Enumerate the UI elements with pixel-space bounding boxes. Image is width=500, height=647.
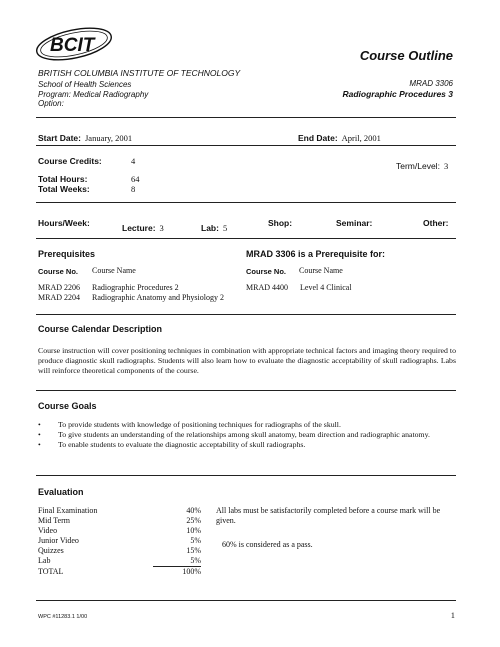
other-label: Other: [423,218,449,228]
credits-value: 4 [131,156,136,166]
footer-reference: WPC #11283.1 1/00 [38,614,88,620]
start-date [38,128,132,146]
prereq-list [38,283,224,303]
prereq-for-col-no: Course No. [246,267,287,276]
prereq-for-course-name: Level 4 Clinical [300,283,352,292]
total-weeks-label: Total Weeks: [38,184,90,194]
bullet-icon: • [38,430,41,439]
table-row [38,526,201,536]
table-row [38,506,201,516]
start-date-label: Start Date: [38,133,81,143]
credits-label: Course Credits: [38,156,102,166]
eval-pct: 25% [186,516,201,525]
end-date [298,128,381,146]
divider [36,475,456,476]
prereq-course-name: Radiographic Anatomy and Physiology 2 [92,293,224,302]
goals-heading: Course Goals [38,401,97,411]
eval-note: All labs must be satisfactorily completed before a course mark will be given. [216,506,441,525]
option-label: Option: [38,99,64,108]
end-date-value: April, 2001 [341,133,381,143]
eval-pct: 10% [186,526,201,535]
divider [36,314,456,315]
start-date-value: January, 2001 [84,133,133,143]
prereq-col-no: Course No. [38,267,79,276]
bcit-logo [34,24,118,64]
list-item [246,283,352,293]
total-hours-label: Total Hours: [38,174,88,184]
calendar-description: Course instruction will cover positioning techniques in combination with appropriate technical factors and imaging theory required to produce diagnostic skull radiographs. Students will also learn how to evaluate the diagnostic acceptability of skull radiographs. Labs will reinforce theoretical components of the course. [38,346,456,375]
divider [36,145,456,146]
list-item [38,440,458,450]
eval-total-pct: 100% [182,567,201,576]
eval-item: Video [38,526,58,535]
prereq-course-no: MRAD 2204 [38,293,81,302]
bullet-icon: • [38,420,41,429]
end-date-label: End Date: [298,133,338,143]
table-row [38,536,201,546]
goals-list [38,420,458,450]
prereq-for-course-no: MRAD 4400 [246,283,289,292]
course-name: Radiographic Procedures 3 [342,89,453,99]
prereq-for-heading: MRAD 3306 is a Prerequisite for: [246,249,386,259]
list-item [38,293,224,303]
eval-item: Final Examination [38,506,98,515]
bullet-icon: • [38,440,41,449]
eval-item: Junior Video [38,536,79,545]
school-block [38,80,148,109]
eval-item: Mid Term [38,516,70,525]
goal-text: To provide students with knowledge of positioning techniques for radiographs of the skull. [58,420,341,429]
school-name: School of Health Sciences [38,80,132,89]
shop-label: Shop: [268,218,293,228]
eval-pct: 5% [190,536,201,545]
divider [36,117,456,118]
eval-item: Quizzes [38,546,64,555]
divider [36,390,456,391]
eval-pct: 40% [186,506,201,515]
eval-item: Lab [38,556,51,565]
list-item [38,283,224,293]
evaluation-heading: Evaluation [38,487,84,497]
pass-note: 60% is considered as a pass. [222,540,313,549]
table-row-total [38,567,201,578]
table-row [38,556,201,567]
seminar-label: Seminar: [336,218,373,228]
lecture-hours [122,218,164,236]
list-item [38,430,458,440]
lab-hours [201,218,227,236]
eval-pct: 5% [153,556,201,567]
prereq-for-col-name: Course Name [299,266,343,275]
lab-value: 5 [222,223,228,233]
page-number: 1 [450,610,455,620]
term-level-value: 3 [443,161,449,171]
evaluation-table [38,506,201,577]
table-row [38,546,201,556]
prerequisites-heading: Prerequisites [38,249,96,259]
table-row [38,516,201,526]
term-level [396,156,448,174]
prereq-course-name: Radiographic Procedures 2 [92,283,179,292]
divider [36,202,456,203]
lecture-label: Lecture: [122,223,156,233]
course-code: MRAD 3306 [409,79,453,88]
calendar-heading: Course Calendar Description [38,324,163,334]
lab-label: Lab: [201,223,219,233]
prereq-col-name: Course Name [92,266,136,275]
eval-pct: 15% [186,546,201,555]
eval-total-label: TOTAL [38,566,64,576]
goal-text: To enable students to evaluate the diagnostic acceptability of skull radiographs. [58,440,306,449]
hours-week-label: Hours/Week: [38,218,90,228]
prereq-course-no: MRAD 2206 [38,283,81,292]
program-name: Program: Medical Radiography [38,89,149,99]
lecture-value: 3 [159,223,164,233]
total-weeks-value: 8 [131,184,136,194]
logo-text: BCIT [50,35,95,56]
list-item [38,420,458,430]
prereq-for-list [246,283,352,293]
term-level-label: Term/Level: [396,161,440,171]
doc-title: Course Outline [359,48,453,63]
total-hours-value: 64 [131,174,140,184]
divider [36,600,456,601]
divider [36,238,456,239]
institution-name: BRITISH COLUMBIA INSTITUTE OF TECHNOLOGY [38,68,241,78]
goal-text: To give students an understanding of the relationships among skull anatomy, beam direction and radiographic anatomy. [58,430,430,439]
